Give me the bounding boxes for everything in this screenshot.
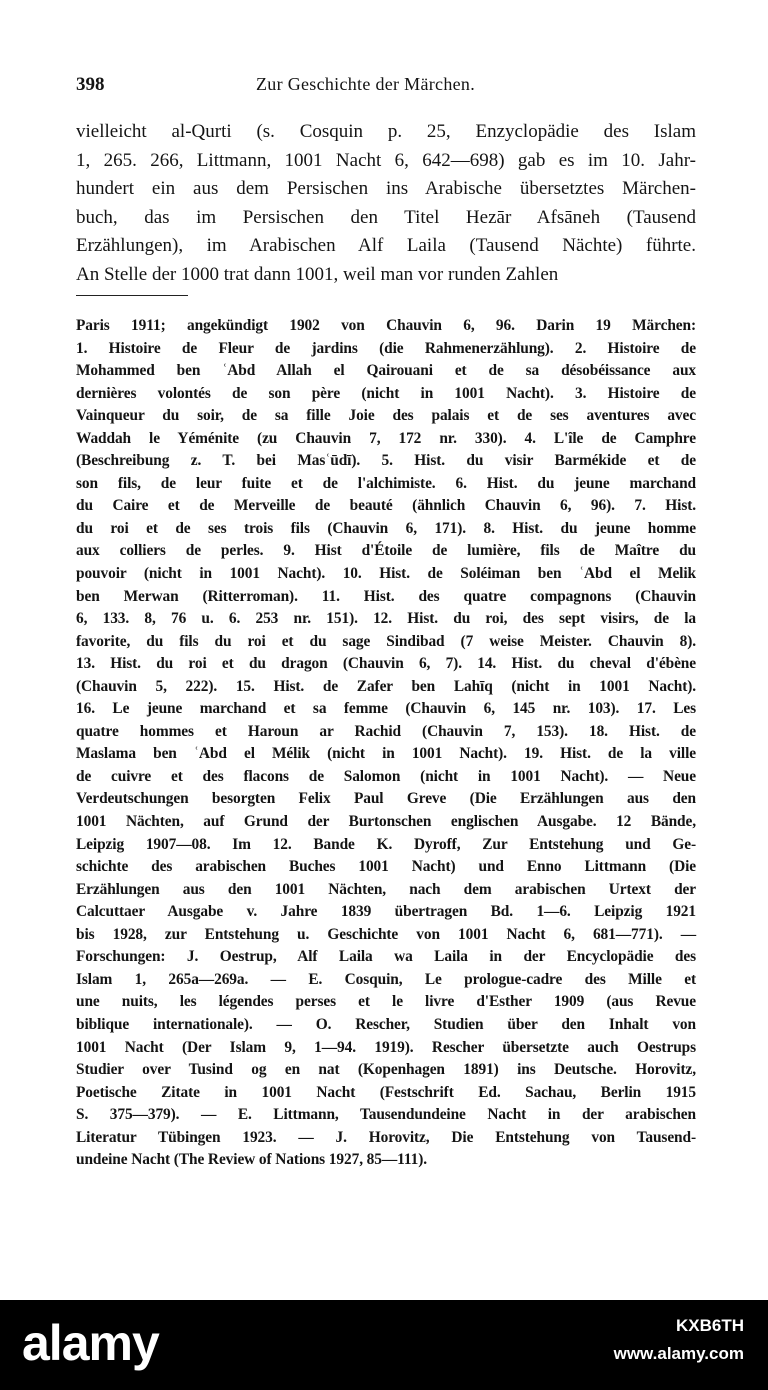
footnote-line: (Beschreibung z. T. bei Masʿūdī). 5. Hist. du visir Barmékide et de [76, 452, 696, 470]
watermark-url: www.alamy.com [613, 1344, 744, 1363]
footnote-line: Erzählungen aus den 1001 Nächten, nach dem arabischen Urtext der [76, 880, 696, 898]
footnote-line: de cuivre et des flacons de Salomon (nicht in 1001 Nacht). — Neue [76, 767, 696, 785]
body-line: An Stelle der 1000 trat dann 1001, weil man vor runden Zahlen [76, 263, 559, 285]
footnote-line: Leipzig 1907—08. Im 12. Bande K. Dyroff, Zur Entstehung und Ge- [76, 835, 696, 853]
footnote-line: S. 375—379). — E. Littmann, Tausendundeine Nacht in der arabischen [76, 1106, 696, 1124]
footnote-line: undeine Nacht (The Review of Nations 1927, 85—111). [76, 1151, 428, 1169]
footnote-line: biblique internationale). — O. Rescher, Studien über den Inhalt von [76, 1015, 696, 1033]
running-head: Zur Geschichte der Märchen. [256, 74, 476, 94]
footnote-line: Islam 1, 265a—269a. — E. Cosquin, Le prologue-cadre des Mille et [76, 970, 696, 988]
footnote-line: Poetische Zitate in 1001 Nacht (Festschrift Ed. Sachau, Berlin 1915 [76, 1083, 696, 1101]
footnote [76, 315, 696, 1172]
footnote-line: favorite, du fils du roi et du sage Sindibad (7 weise Meister. Chauvin 8). [76, 632, 696, 650]
main-text [76, 118, 696, 290]
footnote-line: Paris 1911; angekündigt 1902 von Chauvin 6, 96. Darin 19 Märchen: [76, 317, 696, 334]
footnote-line: 1. Histoire de Fleur de jardins (die Rahmenerzählung). 2. Histoire de [76, 339, 696, 357]
footnote-line: Mohammed ben ʿAbd Allah el Qairouani et de sa désobéissance aux [76, 362, 696, 380]
alamy-logo: alamy [22, 1315, 159, 1371]
page-number: 398 [76, 74, 105, 95]
footnote-line: 1001 Nacht (Der Islam 9, 1—94. 1919). Rescher übersetzte auch Oestrups [76, 1038, 696, 1056]
footnote-line: Calcuttaer Ausgabe v. Jahre 1839 übertragen Bd. 1—6. Leipzig 1921 [76, 903, 696, 921]
footnote-line: Vainqueur du soir, de sa fille Joie des palais et de ses aventures avec [76, 407, 696, 425]
footnote-line: 1001 Nächten, auf Grund der Burtonschen englischen Ausgabe. 12 Bände, [76, 813, 696, 831]
footnote-line: 6, 133. 8, 76 u. 6. 253 nr. 151). 12. Hist. du roi, des sept visirs, de la [76, 610, 696, 628]
footnote-line: quatre hommes et Haroun ar Rachid (Chauvin 7, 153). 18. Hist. de [76, 722, 696, 740]
footnote-line: dernières volontés de son père (nicht in 1001 Nacht). 3. Histoire de [76, 384, 696, 402]
footnote-line: ben Merwan (Ritterroman). 11. Hist. des quatre compagnons (Chauvin [76, 587, 696, 605]
footnote-line: aux colliers de perles. 9. Hist d'Étoile de lumière, fils de Maître du [76, 542, 696, 560]
footnote-line: schichte des arabischen Buches 1001 Nacht) und Enno Littmann (Die [76, 858, 696, 876]
body-line: 1, 265. 266, Littmann, 1001 Nacht 6, 642—698) gab es im 10. Jahr- [76, 149, 696, 171]
footnote-line: pouvoir (nicht in 1001 Nacht). 10. Hist. de Soléiman ben ʿAbd el Melik [76, 565, 696, 583]
footnote-line: Forschungen: J. Oestrup, Alf Laila wa Laila in der Encyclopädie des [76, 948, 696, 966]
body-line: buch, das im Persischen den Titel Hezār Afsāneh (Tausend [76, 206, 696, 228]
body-line: vielleicht al-Qurti (s. Cosquin p. 25, Enzyclopädie des Islam [76, 121, 696, 142]
footnote-line: Studier over Tusind og en nat (Kopenhagen 1891) ins Deutsche. Horovitz, [76, 1061, 696, 1079]
footnote-line: du roi et de ses trois fils (Chauvin 6, 171). 8. Hist. du jeune homme [76, 519, 696, 537]
watermark-bar [0, 1300, 768, 1390]
footnote-line: 16. Le jeune marchand et sa femme (Chauvin 6, 145 nr. 103). 17. Les [76, 700, 696, 718]
footnote-line: du Caire et de Merveille de beauté (ähnlich Chauvin 6, 96). 7. Hist. [76, 497, 696, 515]
page-header [76, 74, 696, 104]
image-id: KXB6TH [675, 1316, 744, 1335]
footnote-line: (Chauvin 5, 222). 15. Hist. de Zafer ben Lahīq (nicht in 1001 Nacht). [76, 677, 696, 695]
body-line: hundert ein aus dem Persischen ins Arabische übersetztes Märchen- [76, 178, 696, 200]
footnote-line: bis 1928, zur Entstehung u. Geschichte von 1001 Nacht 6, 681—771). — [76, 925, 696, 943]
footnote-line: une nuits, les légendes perses et le livre d'Esther 1909 (aus Revue [76, 993, 696, 1011]
footnote-line: son fils, de leur fuite et de l'alchimiste. 6. Hist. du jeune marchand [76, 474, 696, 492]
footnote-line: Verdeutschungen besorgten Felix Paul Greve (Die Erzählungen aus den [76, 790, 696, 808]
footnote-line: Maslama ben ʿAbd el Mélik (nicht in 1001 Nacht). 19. Hist. de la ville [76, 745, 696, 763]
footnote-line: 13. Hist. du roi et du dragon (Chauvin 6, 7). 14. Hist. du cheval d'ébène [76, 655, 696, 673]
footnote-line: Waddah le Yéménite (zu Chauvin 7, 172 nr. 330). 4. L'île de Camphre [76, 429, 696, 447]
body-line: Erzählungen), im Arabischen Alf Laila (Tausend Nächte) führte. [76, 235, 696, 257]
footnote-line: Literatur Tübingen 1923. — J. Horovitz, Die Entstehung von Tausend- [76, 1128, 696, 1146]
footnote-separator [76, 295, 188, 296]
